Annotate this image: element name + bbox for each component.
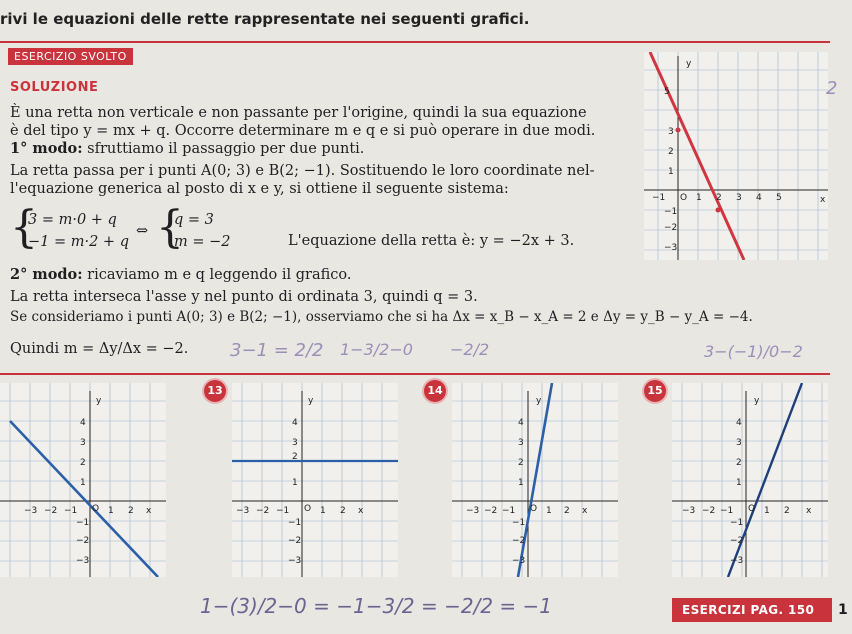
main-ytick-neg1: −1 xyxy=(664,207,678,217)
handwriting-3: −2/2 xyxy=(450,340,490,359)
system-result-1: q = 3 xyxy=(174,212,214,228)
exercise-13-badge: 13 xyxy=(204,380,226,402)
g13-xtick-neg1: −1 xyxy=(276,506,290,516)
g15-ytick-neg1: −1 xyxy=(730,518,744,528)
body-line-1: È una retta non verticale e non passante per l'origine, quindi la sua equazione xyxy=(10,105,587,121)
system-eq-1: 3 = m·0 + q xyxy=(28,212,117,228)
modo2-label: 2° modo: xyxy=(10,266,83,283)
g12-ytick-1: 1 xyxy=(80,478,86,488)
main-ytick-5: 5 xyxy=(664,87,670,97)
footer-esercizi-label: ESERCIZI PAG. 150 xyxy=(672,598,832,622)
body-quindi: Quindi m = Δy/Δx = −2. xyxy=(10,341,189,357)
g14-ytick-neg1: −1 xyxy=(512,518,526,528)
body-line-2: è del tipo y = mx + q. Occorre determinare m e q e si può operare in due modi. xyxy=(10,123,596,139)
modo1-text: sfruttiamo il passaggio per due punti. xyxy=(82,141,365,157)
divider-top xyxy=(0,41,830,43)
g14-xtick-neg3: −3 xyxy=(466,506,480,516)
g13-axis-y: y xyxy=(308,396,314,406)
g13-xtick-neg3: −3 xyxy=(236,506,250,516)
main-ytick-neg3: −3 xyxy=(664,243,678,253)
body-line-3 xyxy=(10,140,364,158)
g13-ytick-neg2: −2 xyxy=(288,536,302,546)
main-xtick-4: 4 xyxy=(756,193,762,203)
main-origin: O xyxy=(680,193,688,203)
g12-axis-x: x xyxy=(146,506,152,516)
main-xtick-2: 2 xyxy=(716,193,722,203)
g15-origin: O xyxy=(748,504,756,514)
g13-ytick-3: 3 xyxy=(292,438,298,448)
g15-xtick-1: 1 xyxy=(764,506,770,516)
g15-ytick-1: 1 xyxy=(736,478,742,488)
g14-ytick-3: 3 xyxy=(518,438,524,448)
body-line-5: l'equazione generica al posto di x e y, si ottiene il seguente sistema: xyxy=(10,181,509,197)
g14-ytick-1: 1 xyxy=(518,478,524,488)
body-line-8: La retta interseca l'asse y nel punto di ordinata 3, quindi q = 3. xyxy=(10,289,478,305)
main-axis-y-label: y xyxy=(686,59,692,69)
g13-ytick-4: 4 xyxy=(292,418,298,428)
main-ytick-1: 1 xyxy=(668,167,674,177)
g12-xtick-neg1: −1 xyxy=(64,506,78,516)
main-xtick-neg1: −1 xyxy=(652,193,666,203)
modo1-label: 1° modo: xyxy=(10,140,83,157)
g14-origin: O xyxy=(530,504,538,514)
g12-axis-y: y xyxy=(96,396,102,406)
g12-ytick-4: 4 xyxy=(80,418,86,428)
g13-xtick-neg2: −2 xyxy=(256,506,270,516)
body-line-4: La retta passa per i punti A(0; 3) e B(2; −1). Sostituendo le loro coordinate nel- xyxy=(10,163,595,179)
g12-ytick-neg2: −2 xyxy=(76,536,90,546)
g14-axis-y: y xyxy=(536,396,542,406)
exercise-15-badge: 15 xyxy=(644,380,666,402)
brace-right: { xyxy=(156,202,184,253)
g12-xtick-2: 2 xyxy=(128,506,134,516)
handwriting-2: 1−3/2−0 xyxy=(340,340,413,359)
g12-ytick-2: 2 xyxy=(80,458,86,468)
g15-xtick-neg3: −3 xyxy=(682,506,696,516)
g15-ytick-2: 2 xyxy=(736,458,742,468)
exercise-14-badge: 14 xyxy=(424,380,446,402)
g13-axis-x: x xyxy=(358,506,364,516)
graph-14 xyxy=(452,383,618,577)
g12-ytick-3: 3 xyxy=(80,438,86,448)
g12-xtick-1: 1 xyxy=(108,506,114,516)
g12-xtick-neg2: −2 xyxy=(44,506,58,516)
main-ytick-2: 2 xyxy=(668,147,674,157)
divider-exercises xyxy=(0,373,830,375)
handwriting-6: 2 xyxy=(826,78,838,99)
handwriting-1: 3−1 = 2/2 xyxy=(230,340,324,361)
g13-ytick-2: 2 xyxy=(292,452,298,462)
g14-ytick-neg2: −2 xyxy=(512,536,526,546)
g14-ytick-4: 4 xyxy=(518,418,524,428)
main-xtick-5: 5 xyxy=(776,193,782,203)
g13-ytick-neg3: −3 xyxy=(288,556,302,566)
g13-xtick-1: 1 xyxy=(320,506,326,516)
handwriting-5: 1−(3)/2−0 = −1−3/2 = −2/2 = −1 xyxy=(200,594,553,618)
body-line-7 xyxy=(10,266,351,284)
g14-axis-x: x xyxy=(582,506,588,516)
g15-xtick-neg2: −2 xyxy=(702,506,716,516)
main-graph xyxy=(644,52,828,260)
g13-ytick-neg1: −1 xyxy=(288,518,302,528)
modo2-text: ricaviamo m e q leggendo il grafico. xyxy=(82,267,352,283)
system-eq-2: −1 = m·2 + q xyxy=(28,234,129,250)
main-ytick-neg2: −2 xyxy=(664,223,678,233)
g12-origin: O xyxy=(92,504,100,514)
graph-12 xyxy=(0,383,166,577)
graph-15 xyxy=(672,383,828,577)
g13-origin: O xyxy=(304,504,312,514)
graph-15-grid xyxy=(672,383,828,577)
brace-left: { xyxy=(10,202,38,253)
graph-13 xyxy=(232,383,398,577)
g15-ytick-3: 3 xyxy=(736,438,742,448)
iff-symbol: ⇔ xyxy=(136,223,149,239)
system-result-2: m = −2 xyxy=(174,234,231,250)
g12-ytick-neg1: −1 xyxy=(76,518,90,528)
equation-system xyxy=(10,202,330,258)
g13-ytick-1: 1 xyxy=(292,478,298,488)
g15-xtick-neg1: −1 xyxy=(720,506,734,516)
point-b xyxy=(716,208,721,213)
equazione-result: L'equazione della retta è: y = −2x + 3. xyxy=(288,233,575,249)
main-xtick-3: 3 xyxy=(736,193,742,203)
main-axis-x-label: x xyxy=(820,195,826,205)
g14-ytick-2: 2 xyxy=(518,458,524,468)
g12-ytick-neg3: −3 xyxy=(76,556,90,566)
g15-ytick-neg2: −2 xyxy=(730,536,744,546)
g15-ytick-4: 4 xyxy=(736,418,742,428)
main-xtick-1: 1 xyxy=(696,193,702,203)
page-instructions: rivi le equazioni delle rette rappresentate nei seguenti grafici. xyxy=(0,10,530,28)
main-ytick-3: 3 xyxy=(668,127,674,137)
esercizio-svolto-badge: ESERCIZIO SVOLTO xyxy=(8,48,133,65)
page-number: 1 xyxy=(838,602,848,618)
g15-xtick-2: 2 xyxy=(784,506,790,516)
g14-xtick-neg1: −1 xyxy=(502,506,516,516)
g14-xtick-1: 1 xyxy=(546,506,552,516)
g12-xtick-neg3: −3 xyxy=(24,506,38,516)
soluzione-heading: SOLUZIONE xyxy=(10,80,99,95)
g14-ytick-neg3: −3 xyxy=(512,556,526,566)
g15-axis-y: y xyxy=(754,396,760,406)
body-line-9: Se consideriamo i punti A(0; 3) e B(2; −1), osserviamo che si ha Δx = x_B − x_A = 2 e Δy = y_B − y_A = −4. xyxy=(10,309,753,325)
point-a xyxy=(676,128,681,133)
g14-xtick-2: 2 xyxy=(564,506,570,516)
handwriting-4: 3−(−1)/0−2 xyxy=(704,342,803,361)
g15-axis-x: x xyxy=(806,506,812,516)
graph-13-grid xyxy=(232,383,398,577)
g13-xtick-2: 2 xyxy=(340,506,346,516)
g15-ytick-neg3: −3 xyxy=(730,556,744,566)
g14-xtick-neg2: −2 xyxy=(484,506,498,516)
